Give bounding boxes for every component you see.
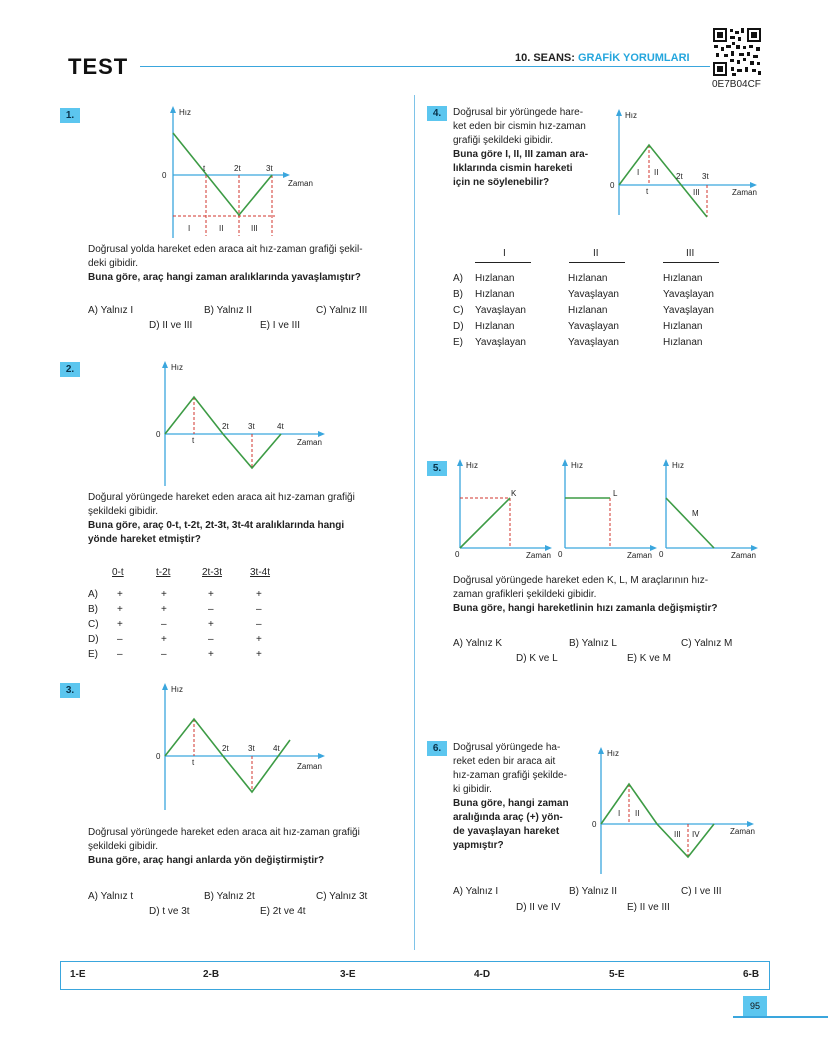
answer-2: 2-B	[203, 969, 220, 980]
q4-header-2-rule	[663, 262, 719, 263]
svg-text:0: 0	[558, 550, 563, 559]
question-1-number: 1.	[60, 108, 80, 123]
q5-option-e[interactable]: E) K ve M	[627, 653, 671, 664]
tick-2t: 2t	[222, 422, 229, 431]
interval-II: II	[219, 224, 224, 233]
tick-3t: 3t	[248, 422, 255, 431]
zero-label: 0	[592, 820, 597, 829]
speed-label: Hız	[625, 111, 637, 120]
q6-option-d[interactable]: D) II ve IV	[516, 902, 561, 913]
tick-4t: 4t	[273, 744, 280, 753]
q6-question: Buna göre, hangi zaman aralığında araç (+) yön- de yavaşlayan hareket yapmıştır?	[453, 798, 569, 851]
answer-5: 5-E	[609, 969, 625, 980]
interval-III: III	[674, 830, 681, 839]
l-label: L	[613, 489, 618, 498]
q1-option-e[interactable]: E) I ve III	[260, 320, 301, 331]
time-label: Zaman	[297, 762, 322, 771]
q5-option-c[interactable]: C) Yalnız M	[681, 638, 733, 649]
tick-3t: 3t	[266, 164, 273, 173]
answer-3: 3-E	[340, 969, 356, 980]
q6-option-c[interactable]: C) I ve III	[681, 886, 722, 897]
interval-I: I	[188, 224, 191, 233]
interval-II: II	[654, 168, 659, 177]
page-number: 95	[743, 996, 767, 1016]
q4-question: Buna göre I, II, III zaman ara- lıklarında cismin hareketi için ne söylenebilir?	[453, 149, 589, 188]
interval-III: III	[251, 224, 258, 233]
m-label: M	[692, 509, 699, 518]
qr-code-icon[interactable]	[712, 27, 762, 77]
q3-option-d[interactable]: D) t ve 3t	[149, 906, 190, 917]
time-label: Zaman	[732, 188, 757, 197]
tick-2t: 2t	[222, 744, 229, 753]
svg-text:0: 0	[659, 550, 664, 559]
q6-graph	[589, 742, 764, 877]
page-title: TEST	[68, 54, 129, 79]
q2-graph	[150, 358, 340, 488]
q2-header-0: 0-t	[112, 567, 124, 578]
speed-label: Hız	[179, 108, 191, 117]
q1-option-b[interactable]: B) Yalnız II	[204, 305, 252, 316]
tick-t: t	[203, 164, 206, 173]
tick-t: t	[192, 436, 195, 445]
zero-label: 0	[610, 181, 615, 190]
q3-text: Doğrusal yörüngede hareket eden araca ait hız-zaman grafiği şekildeki gibidir. Buna göre, araç hangi anlarda yön değiştirmiştir?	[88, 827, 360, 866]
session-title	[515, 52, 690, 64]
q2-text: Doğural yörüngede hareket eden araca ait hız-zaman grafiği şekildeki gibidir. Buna göre, araç 0-t, t-2t, 2t-3t, 3t-4t aralıklarında hangi yönde hareket etmiştir?	[88, 492, 355, 545]
answer-6: 6-B	[743, 969, 760, 980]
column-divider	[414, 95, 415, 950]
zero-label: 0	[162, 171, 167, 180]
q4-header-1: II	[593, 248, 599, 259]
q6-option-e[interactable]: E) II ve III	[627, 902, 670, 913]
question-3-number: 3.	[60, 683, 80, 698]
tick-3t: 3t	[248, 744, 255, 753]
svg-text:Zaman: Zaman	[526, 551, 551, 560]
q1-option-a[interactable]: A) Yalnız I	[88, 305, 134, 316]
zero-label: 0	[156, 752, 161, 761]
zero-label: 0	[156, 430, 161, 439]
interval-III: III	[693, 188, 700, 197]
svg-text:Zaman: Zaman	[731, 551, 756, 560]
tick-t: t	[646, 187, 649, 196]
q1-option-c[interactable]: C) Yalnız III	[316, 305, 368, 316]
question-2-number: 2.	[60, 362, 80, 377]
q5-graph-l	[555, 456, 670, 564]
q6-option-a[interactable]: A) Yalnız I	[453, 886, 499, 897]
q5-text: Doğrusal yörüngede hareket eden K, L, M araçlarının hız- zaman grafikleri şekildeki gibidir. Buna göre, hangi hareketlinin hızı zamanla değişmiştir?	[453, 575, 718, 614]
q3-option-c[interactable]: C) Yalnız 3t	[316, 891, 368, 902]
q3-option-e[interactable]: E) 2t ve 4t	[260, 906, 306, 917]
interval-I: I	[618, 809, 621, 818]
tick-4t: 4t	[277, 422, 284, 431]
svg-text:Hız: Hız	[672, 461, 684, 470]
q3-option-b[interactable]: B) Yalnız 2t	[204, 891, 255, 902]
q4-header-0: I	[503, 248, 506, 259]
tick-2t: 2t	[234, 164, 241, 173]
q5-option-b[interactable]: B) Yalnız L	[569, 638, 617, 649]
q6-text: Doğrusal yörüngede ha- reket eden bir araca ait hız-zaman grafiği şekilde- ki gibidir. Buna göre, hangi zaman aralığında araç (+) yön- de yavaşlayan hareket yapmıştır?	[453, 741, 593, 853]
q3-option-a[interactable]: A) Yalnız t	[88, 891, 134, 902]
footer-rule	[733, 1016, 828, 1018]
svg-text:Hız: Hız	[466, 461, 478, 470]
session-topic: GRAFİK YORUMLARI	[577, 52, 690, 64]
answer-4: 4-D	[474, 969, 491, 980]
q4-header-0-rule	[475, 262, 531, 263]
session-prefix: 10. SEANS:	[515, 52, 578, 64]
tick-2t: 2t	[676, 172, 683, 181]
tick-3t: 3t	[702, 172, 709, 181]
svg-text:Zaman: Zaman	[627, 551, 652, 560]
q5-option-a[interactable]: A) Yalnız K	[453, 638, 503, 649]
tick-t: t	[192, 758, 195, 767]
q2-question: Buna göre, araç 0-t, t-2t, 2t-3t, 3t-4t aralıklarında hangi yönde hareket etmiştir?	[88, 520, 345, 545]
q6-option-b[interactable]: B) Yalnız II	[569, 886, 617, 897]
q3-graph	[150, 680, 340, 812]
interval-II: II	[635, 809, 640, 818]
time-label: Zaman	[297, 438, 322, 447]
q1-option-d[interactable]: D) II ve III	[149, 320, 193, 331]
q2-header-1: t-2t	[156, 567, 171, 578]
header-rule	[140, 66, 710, 67]
q4-header-2: III	[686, 248, 695, 259]
k-label: K	[511, 489, 517, 498]
answer-1: 1-E	[70, 969, 86, 980]
q2-header-3: 3t-4t	[250, 567, 271, 578]
q4-header-1-rule	[569, 262, 625, 263]
qr-code-id: 0E7B04CF	[712, 79, 761, 90]
q1-text: Doğrusal yolda hareket eden araca ait hız-zaman grafiği şekil- deki gibidir. Buna göre, araç hangi zaman aralıklarında yavaşlamıştır?	[88, 244, 363, 283]
q1-question: Buna göre, araç hangi zaman aralıklarında yavaşlamıştır?	[88, 272, 361, 283]
speed-label: Hız	[171, 363, 183, 372]
question-4-number: 4.	[427, 106, 447, 121]
svg-text:Hız: Hız	[571, 461, 583, 470]
answer-key-box	[60, 961, 770, 990]
question-6-number: 6.	[427, 741, 447, 756]
q5-graph-m	[656, 456, 771, 564]
question-5-number: 5.	[427, 461, 447, 476]
interval-I: I	[637, 168, 640, 177]
q2-header-2: 2t-3t	[202, 567, 223, 578]
q4-graph	[604, 105, 764, 230]
time-label: Zaman	[288, 179, 313, 188]
q3-question: Buna göre, araç hangi anlarda yön değiştirmiştir?	[88, 855, 325, 866]
speed-label: Hız	[171, 685, 183, 694]
q5-question: Buna göre, hangi hareketlinin hızı zamanla değişmiştir?	[453, 603, 718, 614]
time-label: Zaman	[730, 827, 755, 836]
svg-text:0: 0	[455, 550, 460, 559]
q5-option-d[interactable]: D) K ve L	[516, 653, 558, 664]
q1-graph	[155, 103, 335, 243]
speed-label: Hız	[607, 749, 619, 758]
q5-graph-k	[450, 456, 565, 564]
interval-IV: IV	[692, 830, 700, 839]
q4-text: Doğrusal bir yörüngede hare- ket eden bir cismin hız-zaman grafiği şekildeki gibidir. Buna göre I, II, III zaman ara- lıklarında cismin hareketi için ne söylenebilir?	[453, 106, 605, 190]
